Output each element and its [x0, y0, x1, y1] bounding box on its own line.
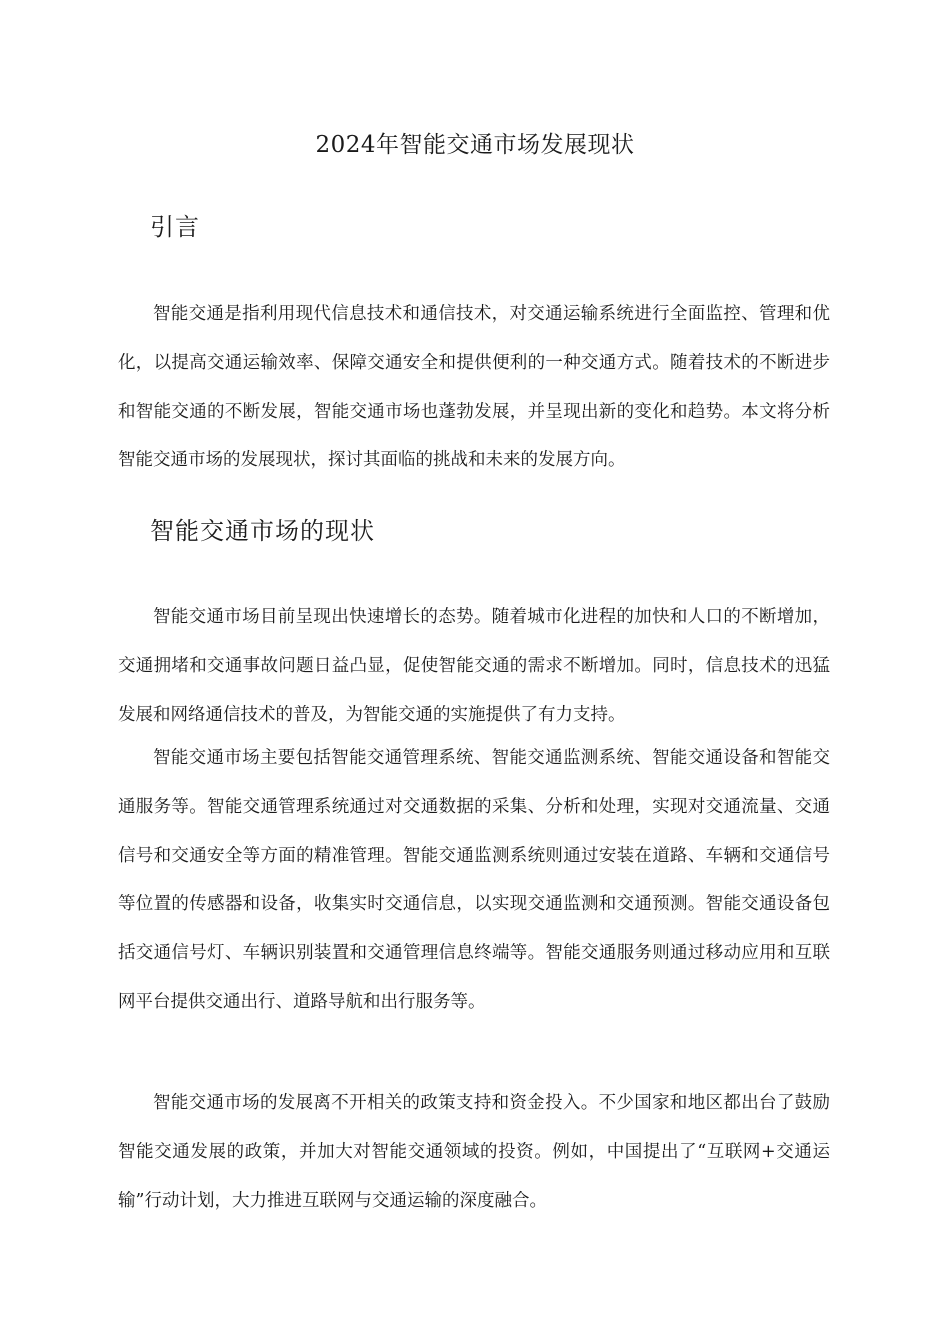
document-title: 2024年智能交通市场发展现状: [315, 132, 635, 158]
intro-paragraph: 智能交通是指利用现代信息技术和通信技术，对交通运输系统进行全面监控、管理和优化，以提高交通运输效率、保障交通安全和提供便利的一种交通方式。随着技术的不断进步和智能交通的不断发展，智能交通市场也蓬勃发展，并呈现出新的变化和趋势。本文将分析智能交通市场的发展现状，探讨其面临的挑战和未来的发展方向。: [118, 304, 830, 471]
section-heading-market-status: 智能交通市场的现状: [150, 517, 375, 545]
section-heading-introduction: 引言: [150, 213, 200, 241]
market-status-paragraph-2: 智能交通市场主要包括智能交通管理系统、智能交通监测系统、智能交通设备和智能交通服务等。智能交通管理系统通过对交通数据的采集、分析和处理，实现对交通流量、交通信号和交通安全等方面的精准管理。智能交通监测系统则通过安装在道路、车辆和交通信号等位置的传感器和设备，收集实时交通信息，以实现交通监测和交通预测。智能交通设备包括交通信号灯、车辆识别装置和交通管理信息终端等。智能交通服务则通过移动应用和互联网平台提供交通出行、道路导航和出行服务等。: [118, 748, 830, 1012]
market-status-paragraph-1: 智能交通市场目前呈现出快速增长的态势。随着城市化进程的加快和人口的不断增加，交通拥堵和交通事故问题日益凸显，促使智能交通的需求不断增加。同时，信息技术的迅猛发展和网络通信技术的普及，为智能交通的实施提供了有力支持。: [118, 607, 830, 725]
market-status-paragraph-3: 智能交通市场的发展离不开相关的政策支持和资金投入。不少国家和地区都出台了鼓励智能交通发展的政策，并加大对智能交通领域的投资。例如，中国提出了“互联网+交通运输”行动计划，大力推进互联网与交通运输的深度融合。: [118, 1093, 830, 1211]
